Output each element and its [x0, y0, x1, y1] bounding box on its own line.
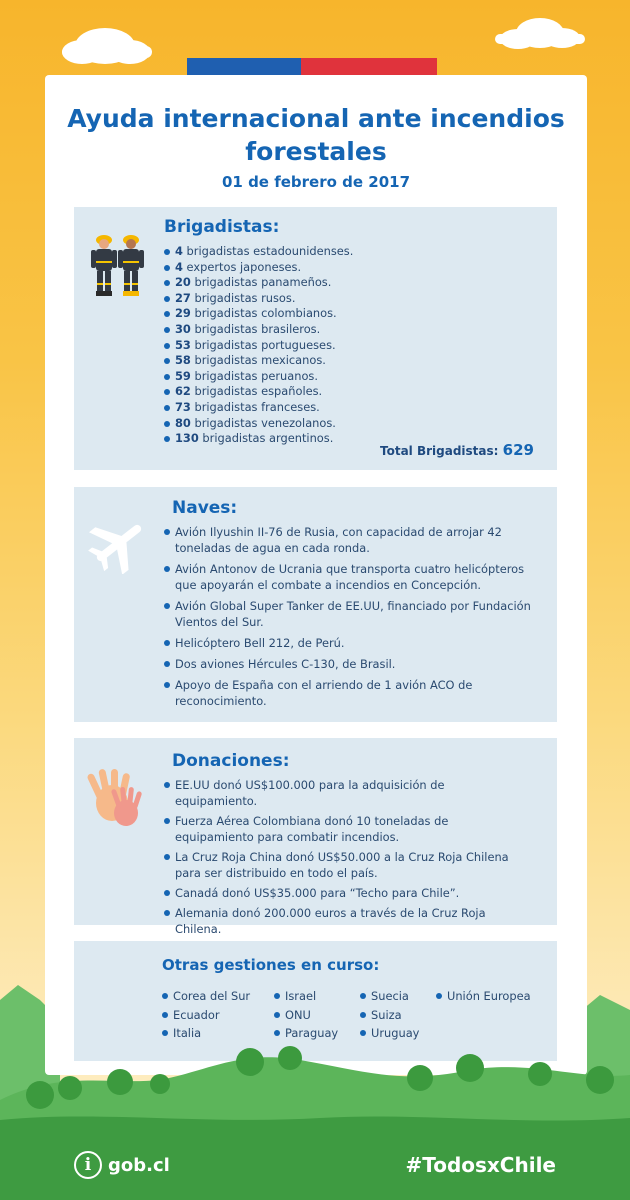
- list-item: 53 brigadistas portugueses.: [164, 338, 404, 354]
- list-item: 73 brigadistas franceses.: [164, 400, 404, 416]
- list-item: Canadá donó US$35.000 para “Techo para Chile”.: [164, 885, 524, 901]
- donaciones-heading: Donaciones:: [172, 751, 290, 771]
- list-item: 30 brigadistas brasileros.: [164, 322, 404, 338]
- list-item: 4 expertos japoneses.: [164, 260, 404, 276]
- airplane-icon: [88, 512, 150, 574]
- list-item: 80 brigadistas venezolanos.: [164, 416, 404, 432]
- list-item: 58 brigadistas mexicanos.: [164, 353, 404, 369]
- list-item: Corea del Sur: [162, 987, 250, 1006]
- naves-list: [164, 524, 534, 714]
- flag-stripe-red: [301, 58, 437, 76]
- list-item: 20 brigadistas panameños.: [164, 275, 404, 291]
- naves-heading: Naves:: [172, 498, 238, 518]
- otras-column-2: [274, 987, 338, 1043]
- cloud-right-icon: [495, 18, 585, 49]
- list-item: Avión Ilyushin II-76 de Rusia, con capacidad de arrojar 42 toneladas de agua en cada ronda.: [164, 524, 534, 556]
- list-item: La Cruz Roja China donó US$50.000 a la Cruz Roja Chilena para ser distribuido en todo el país.: [164, 849, 524, 881]
- list-item: 62 brigadistas españoles.: [164, 384, 404, 400]
- total-label: Total Brigadistas:: [380, 444, 499, 458]
- otras-heading: Otras gestiones en curso:: [162, 956, 380, 974]
- list-item: Alemania donó 200.000 euros a través de la Cruz Roja Chilena.: [164, 905, 524, 937]
- list-item: Avión Global Super Tanker de EE.UU, financiado por Fundación Vientos del Sur.: [164, 598, 534, 630]
- gob-logo[interactable]: [74, 1151, 170, 1179]
- page-title: Ayuda internacional ante incendios forestales: [67, 104, 565, 166]
- otras-column-4: [436, 987, 531, 1006]
- list-item: ONU: [274, 1006, 338, 1025]
- flag-stripe-blue: [187, 58, 301, 76]
- brigadistas-list: [164, 244, 404, 447]
- list-item: Dos aviones Hércules C-130, de Brasil.: [164, 656, 534, 672]
- list-item: Avión Antonov de Ucrania que transporta cuatro helicópteros que apoyarán el combate a incendios en Concepción.: [164, 561, 534, 593]
- list-item: 29 brigadistas colombianos.: [164, 306, 404, 322]
- brigadistas-heading: Brigadistas:: [164, 217, 280, 237]
- total-value: 629: [502, 441, 534, 459]
- list-item: Uruguay: [360, 1024, 419, 1043]
- list-item: 27 brigadistas rusos.: [164, 291, 404, 307]
- list-item: Unión Europea: [436, 987, 531, 1006]
- info-icon: i: [74, 1151, 102, 1179]
- logo-text: gob.cl: [108, 1154, 170, 1176]
- donaciones-list: [164, 777, 524, 941]
- hands-icon: [84, 765, 150, 831]
- cloud-left-icon: [62, 28, 152, 64]
- list-item: Ecuador: [162, 1006, 250, 1025]
- hashtag: #TodosxChile: [405, 1153, 556, 1177]
- brigadistas-total: [380, 441, 534, 459]
- otras-column-1: [162, 987, 250, 1043]
- list-item: Apoyo de España con el arriendo de 1 avión ACO de reconocimiento.: [164, 677, 534, 709]
- list-item: Suecia: [360, 987, 419, 1006]
- list-item: 59 brigadistas peruanos.: [164, 369, 404, 385]
- otras-column-3: [360, 987, 419, 1043]
- list-item: Suiza: [360, 1006, 419, 1025]
- list-item: Israel: [274, 987, 338, 1006]
- list-item: 4 brigadistas estadounidenses.: [164, 244, 404, 260]
- firefighters-icon: [88, 233, 148, 299]
- page-date: 01 de febrero de 2017: [221, 173, 411, 191]
- list-item: 130 brigadistas argentinos.: [164, 431, 404, 447]
- list-item: Paraguay: [274, 1024, 338, 1043]
- list-item: Fuerza Aérea Colombiana donó 10 toneladas de equipamiento para combatir incendios.: [164, 813, 524, 845]
- list-item: Helicóptero Bell 212, de Perú.: [164, 635, 534, 651]
- list-item: Italia: [162, 1024, 250, 1043]
- list-item: EE.UU donó US$100.000 para la adquisición de equipamiento.: [164, 777, 524, 809]
